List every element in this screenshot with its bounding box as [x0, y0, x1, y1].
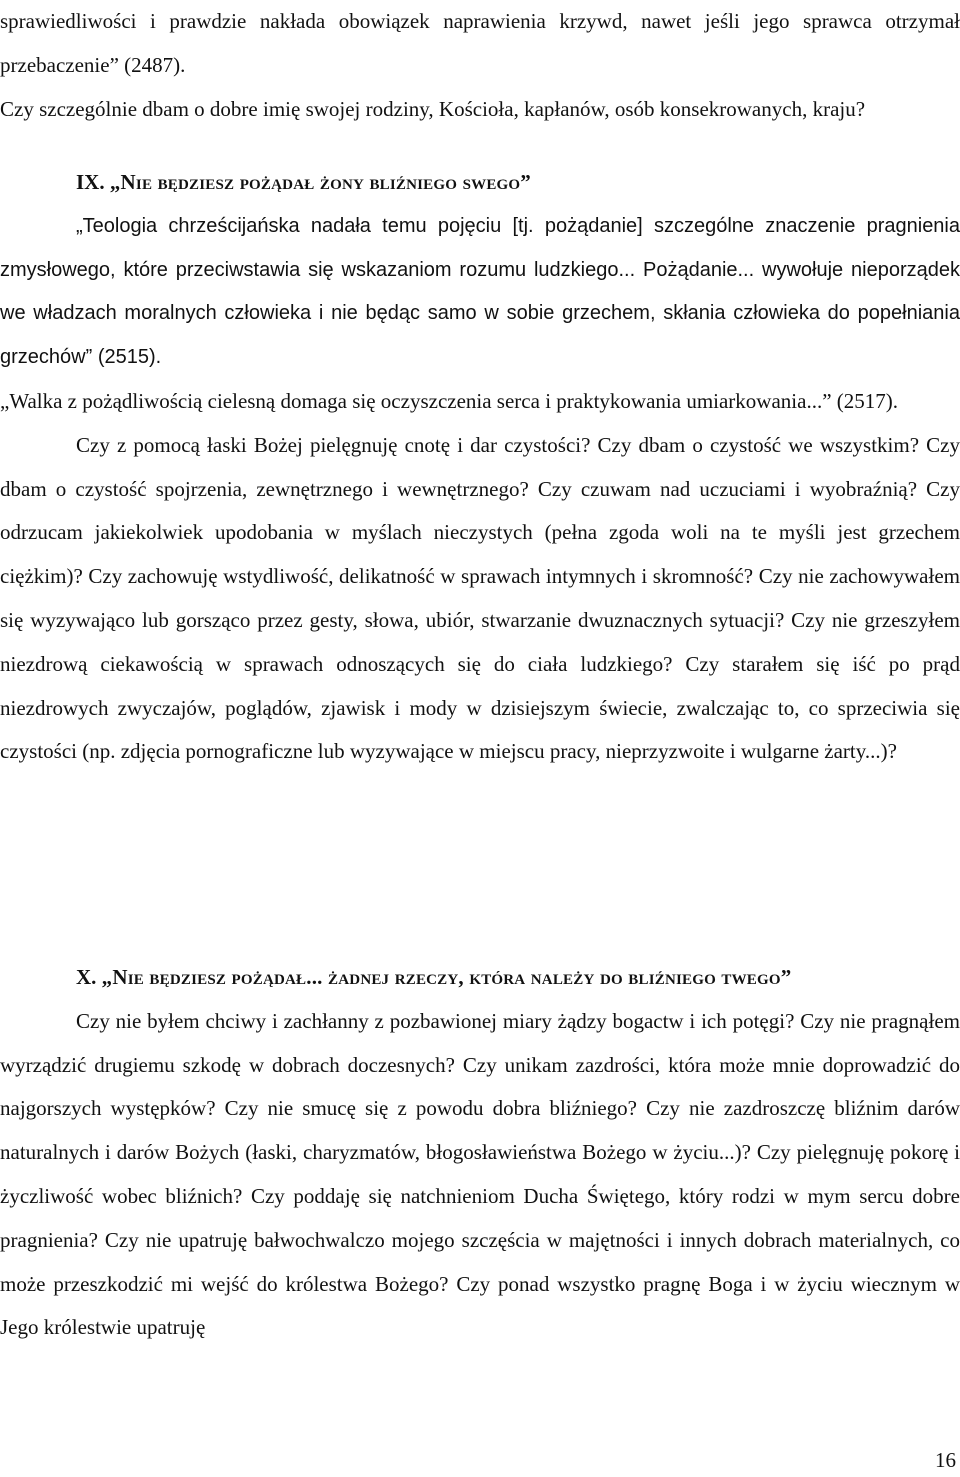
page-number: 16	[935, 1448, 956, 1472]
section-ix-title: „Nie będziesz pożądał żony bliźniego swego”	[109, 170, 531, 194]
section-ix-number: IX.	[76, 170, 105, 194]
section-x	[0, 956, 960, 1350]
section-ix-quote-2: „Walka z pożądliwością cielesną domaga się oczyszczenia serca i praktykowania umiarkowania...” (2517).	[0, 388, 898, 413]
section-ix-quote: „Teologia chrześcijańska nadała temu pojęciu [tj. pożądanie] szczególne znaczenie pragnienia zmysłowego, które przeciwstawia się wskazaniom rozumu ludzkiego... Pożądanie... wywołuje nieporządek we władzach moralnych człowieka i nie będąc samo w sobie grzechem, skłania człowieka do popełniania grzechów” (2515).	[0, 214, 960, 369]
paragraph-reputation-question: Czy szczególnie dbam o dobre imię swojej rodziny, Kościoła, kapłanów, osób konsekrowanych, kraju?	[0, 96, 866, 121]
section-x-number: X.	[76, 965, 97, 989]
section-ix	[0, 161, 960, 774]
section-ix-heading	[0, 161, 960, 205]
top-section	[0, 0, 960, 131]
paragraph-continuation: sprawiedliwości i prawdzie nakłada obowiązek naprawienia krzywd, nawet jeśli jego sprawca otrzymał przebaczenie” (2487).	[0, 9, 960, 77]
section-ix-body: Czy z pomocą łaski Bożej pielęgnuję cnotę i dar czystości? Czy dbam o czystość we wszystkim? Czy dbam o czystość spojrzenia, zewnętrznego i wewnętrznego? Czy czuwam nad uczuciami i wyobraźnią? Czy odrzucam jakiekolwiek upodobania w myślach nieczystych (pełna zgoda woli na te myśli jest grzechem ciężkim)? Czy zachowuję wstydliwość, delikatność w sprawach intymnych i skromność? Czy nie zachowywałem się wyzywająco lub gorsząco przez gesty, słowa, ubiór, stwarzanie dwuznacznych sytuacji? Czy nie grzeszyłem niezdrową ciekawością w sprawach odnoszących się do ciała ludzkiego? Czy starałem się iść po prąd niezdrowych zwyczajów, poglądów, zjawisk i mody w dzisiejszym świecie, zwalczając to, co sprzeciwia się czystości (np. zdjęcia pornograficzne lub wyzywające w miejscu pracy, nieprzyzwoite i wulgarne żarty...)?	[0, 432, 960, 764]
section-x-heading	[0, 956, 960, 1000]
section-x-title: „Nie będziesz pożądał... żadnej rzeczy, która należy do bliźniego twego”	[101, 965, 792, 989]
section-x-body: Czy nie byłem chciwy i zachłanny z pozbawionej miary żądzy bogactw i ich potęgi? Czy nie pragnąłem wyrządzić drugiemu szkodę w dobrach doczesnych? Czy unikam zazdrości, która może mnie doprowadzić do najgorszych występków? Czy nie smucę się z powodu dobra bliźniego? Czy nie zazdroszczę bliźnim darów naturalnych i darów Bożych (łaski, charyzmatów, błogosławieństwa Bożego w życiu...)? Czy pielęgnuję pokorę i życzliwość wobec bliźnich? Czy poddaję się natchnieniom Ducha Świętego, który rodzi w mym sercu dobre pragnienia? Czy nie upatruję bałwochwalczo mojego szczęścia w majętności i innych dobrach materialnych, co może przeszkodzić mi wejść do królestwa Bożego? Czy ponad wszystko pragnę Boga i w życiu wiecznym w Jego królestwie upatruję	[0, 1008, 960, 1340]
